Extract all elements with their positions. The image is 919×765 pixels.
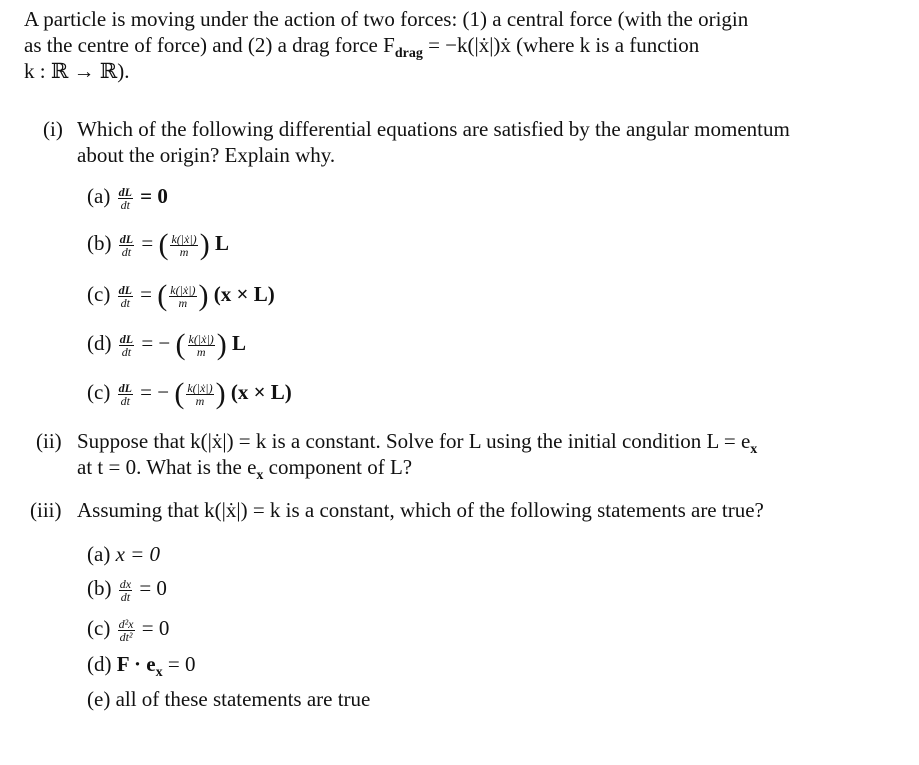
dl-dt-fraction: $\frac{dL}{dt}$	[118, 282, 132, 310]
part-i-option-b: (b) $\frac{dL}{dt}$ = ( $\frac{\text{k(|ẋ|)}}{m}$ ) L	[87, 228, 229, 261]
option-rhs: L	[214, 230, 229, 255]
dx-dt-fraction: $\frac{dx}{dt}$	[119, 576, 132, 604]
part-i-option-c: (c) $\frac{dL}{dt}$ = ( $\frac{\text{k(|ẋ|)}}{m}$ ) (x × L)	[87, 279, 275, 312]
drag-subscript: drag	[394, 46, 423, 62]
part-i-option-a	[87, 184, 168, 211]
part-iii-label: (iii)	[30, 498, 62, 522]
part-iii-text: Assuming that k(|ẋ|) = k is a constant, which of the following statements are true?	[77, 498, 764, 522]
option-label: (b)	[87, 230, 112, 255]
option-rhs: (x × L)	[230, 379, 292, 404]
part-i-option-e: (c) $\frac{dL}{dt}$ = − ( $\frac{\text{k(|ẋ|)}}{m}$ ) (x × L)	[87, 377, 292, 410]
dl-dt-fraction: $\frac{dL}{dt}$	[118, 184, 132, 212]
k-over-m-fraction: $\frac{\text{k(|ẋ|)}}{m}$	[187, 380, 213, 408]
part-ii-text-2: at t = 0. What is the $e_x$ component of L?	[77, 455, 413, 484]
intro-line-3: k : ℝ → ℝ).	[24, 59, 130, 83]
part-i-label: (i)	[43, 117, 63, 141]
part-ii-label: (ii)	[36, 429, 62, 453]
d2x-dt2-fraction: $\frac{\text{d²x}}{\text{dt²}}$	[118, 616, 134, 644]
dl-dt-fraction: $\frac{dL}{dt}$	[118, 380, 132, 408]
option-label: (c)	[87, 379, 111, 404]
option-label: (c)	[87, 281, 111, 306]
part-iii-option-d: (d) $F \cdot e_x = 0$	[87, 652, 196, 681]
part-iii-option-a: (a) x = 0	[87, 542, 161, 566]
option-label: (a)	[87, 184, 111, 208]
k-over-m-fraction: $\frac{\text{k(|ẋ|)}}{m}$	[188, 331, 214, 359]
k-over-m-fraction: $\frac{\text{k(|ẋ|)}}{m}$	[171, 231, 197, 259]
option-label: (d)	[87, 330, 112, 355]
part-i-option-d: (d) $\frac{dL}{dt}$ = − ( $\frac{\text{k(|ẋ|)}}{m}$ ) L	[87, 328, 247, 361]
dl-dt-fraction: $\frac{dL}{dt}$	[119, 331, 134, 359]
option-rhs: = 0	[140, 184, 168, 208]
part-ii-text-1: Suppose that k(|ẋ|) = k is a constant. Solve for L using the initial condition $L = e_x$	[77, 429, 758, 458]
intro-line-2-tail: = −k(|ẋ|)ẋ (where k is a function	[422, 33, 700, 57]
part-i-text-2: about the origin? Explain why.	[77, 143, 336, 167]
option-rhs: (x × L)	[213, 281, 275, 306]
intro-line-1: A particle is moving under the action of two forces: (1) a central force (with the origin	[24, 7, 749, 31]
intro-line-2-text: as the centre of force) and (2) a drag force F	[24, 33, 395, 57]
part-iii-option-e: (e) all of these statements are true	[87, 687, 371, 711]
option-rhs: L	[232, 330, 247, 355]
part-iii-option-c: (c) $\frac{\text{d²x}}{\text{dt²}}$ = 0	[87, 616, 170, 644]
part-iii-option-b: (b) $\frac{dx}{dt}$ = 0	[87, 576, 167, 604]
part-i-text-1: Which of the following differential equations are satisfied by the angular momentum	[77, 117, 790, 141]
k-over-m-fraction: $\frac{\text{k(|ẋ|)}}{m}$	[170, 282, 196, 310]
dl-dt-fraction: $\frac{dL}{dt}$	[119, 231, 134, 259]
